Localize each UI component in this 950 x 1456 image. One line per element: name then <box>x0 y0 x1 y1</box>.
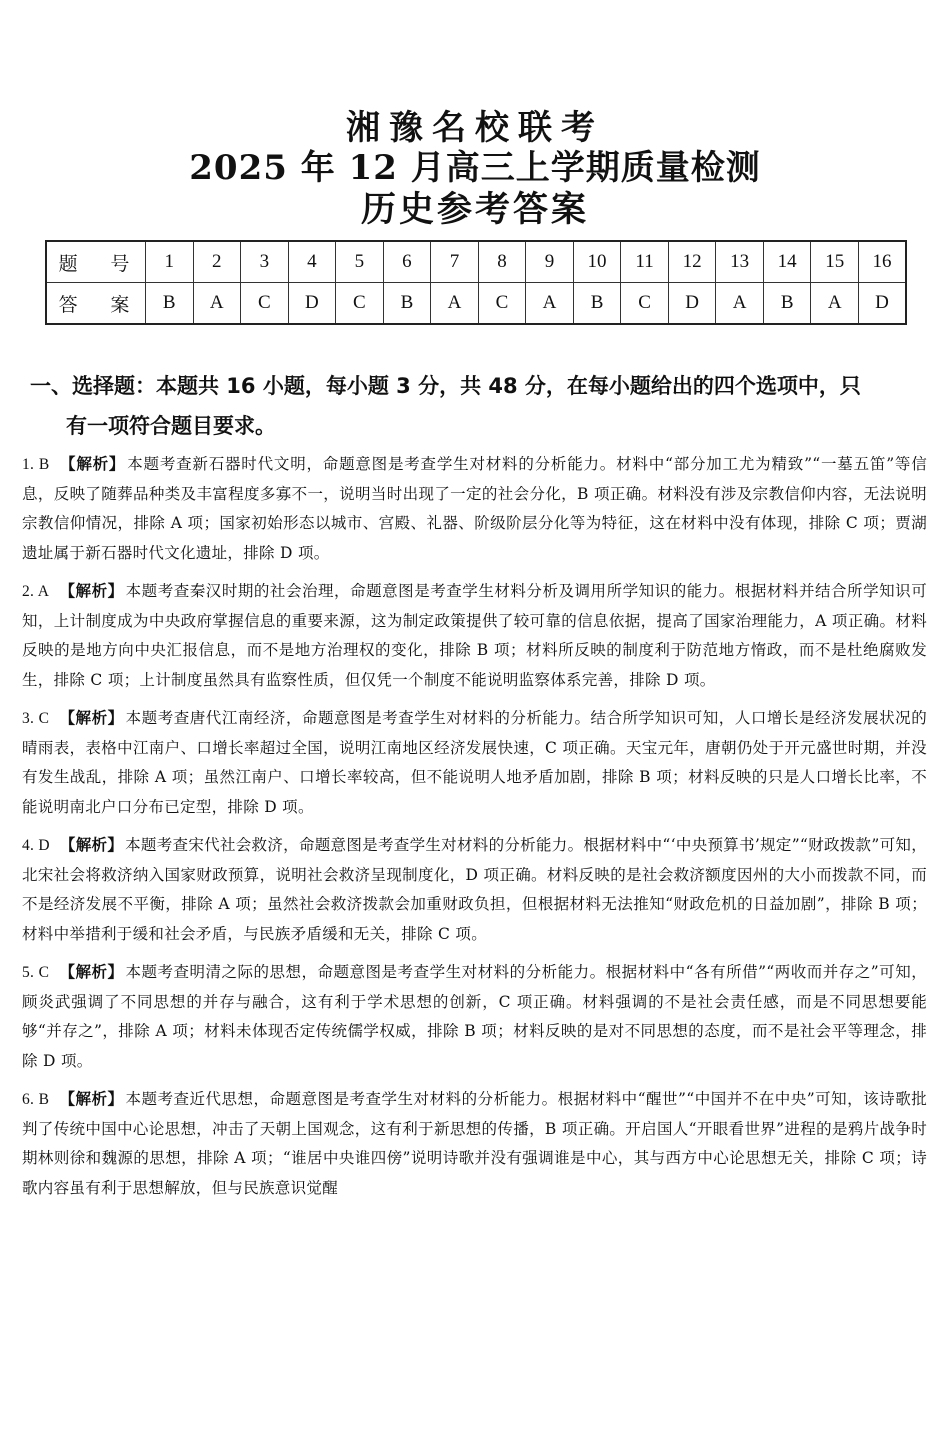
question-number-row <box>46 241 906 283</box>
analysis-tag: 【解析】 <box>59 455 126 473</box>
explanation-item <box>22 450 927 568</box>
explanation-list <box>22 450 927 1212</box>
question-number: 9 <box>526 241 574 283</box>
answer-cell: A <box>526 283 574 325</box>
explanation-item <box>22 1085 927 1203</box>
item-number-answer: 6. B <box>22 1091 50 1108</box>
item-number-answer: 1. B <box>22 456 50 473</box>
answer-cell: C <box>336 283 384 325</box>
answer-cell: D <box>668 283 716 325</box>
item-explanation: 本题考查明清之际的思想，命题意图是考查学生对材料的分析能力。根据材料中“各有所借”“两收而并存之”可知，顾炎武强调了不同思想的并存与融合，这有利于学术思想的创新，C 项正确。材料强调的不是社会责任感，而是不同思想要能够“并存之”，排除 A 项；材料未体现否定传统儒学权威，排除 B 项；材料反映的是对不同思想的态度，而不是社会平等理念，排除 D 项。 <box>22 963 927 1070</box>
item-number-answer: 4. D <box>22 837 50 854</box>
question-number: 3 <box>241 241 289 283</box>
question-number: 5 <box>336 241 384 283</box>
exam-consortium-title: 湘豫名校联考 <box>346 108 604 148</box>
question-number: 16 <box>858 241 906 283</box>
answer-cell: A <box>193 283 241 325</box>
item-explanation: 本题考查唐代江南经济，命题意图是考查学生对材料的分析能力。结合所学知识可知，人口增长是经济发展状况的晴雨表，表格中江南户、口增长率超过全国，说明江南地区经济发展快速，C 项正确。天宝元年，唐朝仍处于开元盛世时期，并没有发生战乱，排除 A 项；虽然江南户、口增长率较高，但不能说明人地矛盾加剧，排除 B 项；材料反映的只是人口增长比率，不能说明南北户口分布已定型，排除 D 项。 <box>22 709 927 816</box>
analysis-tag: 【解析】 <box>59 836 124 854</box>
answer-cell: B <box>573 283 621 325</box>
question-number-label: 题 号 <box>46 241 146 283</box>
answer-cell: C <box>621 283 669 325</box>
analysis-tag: 【解析】 <box>59 1090 124 1108</box>
question-number: 4 <box>288 241 336 283</box>
answer-row <box>46 283 906 325</box>
explanation-item <box>22 704 927 822</box>
question-number: 1 <box>146 241 194 283</box>
item-explanation: 本题考查秦汉时期的社会治理，命题意图是考查学生材料分析及调用所学知识的能力。根据材料并结合所学知识可知，上计制度成为中央政府掌握信息的重要来源，这为制定政策提供了较可靠的信息依据，提高了国家治理能力，A 项正确。材料反映的是地方向中央汇报信息，而不是地方治理权的变化，排除 B 项；材料所反映的制度利于防范地方惰政，而不是杜绝腐败发生，排除 C 项；上计制度虽然具有监察性质，但仅凭一个制度不能说明监察体系完善，排除 D 项。 <box>22 582 927 689</box>
answer-cell: D <box>288 283 336 325</box>
question-number: 7 <box>431 241 479 283</box>
explanation-item <box>22 831 927 949</box>
explanation-item <box>22 577 927 695</box>
answer-cell: C <box>478 283 526 325</box>
question-number: 6 <box>383 241 431 283</box>
analysis-tag: 【解析】 <box>59 582 124 600</box>
answer-label: 答 案 <box>46 283 146 325</box>
subject-answer-title: 历史参考答案 <box>360 189 589 230</box>
answer-cell: A <box>811 283 859 325</box>
explanation-item <box>22 958 927 1076</box>
question-number: 11 <box>621 241 669 283</box>
answer-cell: B <box>383 283 431 325</box>
item-number-answer: 3. C <box>22 710 50 727</box>
item-explanation: 本题考查新石器时代文明，命题意图是考查学生对材料的分析能力。材料中“部分加工尤为精致”“一墓五笛”等信息，反映了随葬品种类及丰富程度多寡不一，说明当时出现了一定的社会分化，B 项正确。材料没有涉及宗教信仰内容，无法说明宗教信仰情况，排除 A 项；国家初始形态以城市、宫殿、礼器、阶级阶层分化等为特征，这在材料中没有体现，排除 C 项；贾湖遗址属于新石器时代文化遗址，排除 D 项。 <box>22 455 928 562</box>
question-number: 13 <box>716 241 764 283</box>
answer-table <box>45 240 907 325</box>
question-number: 14 <box>763 241 811 283</box>
question-number: 2 <box>193 241 241 283</box>
question-number: 8 <box>478 241 526 283</box>
item-number-answer: 2. A <box>22 583 50 600</box>
item-number-answer: 5. C <box>22 964 50 981</box>
answer-cell: A <box>716 283 764 325</box>
section-heading <box>30 366 925 446</box>
answer-cell: D <box>858 283 906 325</box>
answer-cell: C <box>241 283 289 325</box>
item-explanation: 本题考查宋代社会救济，命题意图是考查学生对材料的分析能力。根据材料中“‘中央预算书’规定”“财政拨款”可知，北宋社会将救济纳入国家财政预算，说明社会救济呈现制度化，D 项正确。材料反映的是社会救济额度因州的大小而拨款不同，而不是经济发展不平衡，排除 A 项；虽然社会救济拨款会加重财政负担，但根据材料无法推知“财政危机的日益加剧”，排除 B 项；材料中举措利于缓和社会矛盾，与民族矛盾缓和无关，排除 C 项。 <box>22 836 927 943</box>
analysis-tag: 【解析】 <box>59 963 124 981</box>
question-number: 15 <box>811 241 859 283</box>
section-heading-line: 有一项符合题目要求。 <box>66 414 276 438</box>
exam-session-title: 2025 年 12 月高三上学期质量检测 <box>189 148 761 188</box>
answer-cell: B <box>763 283 811 325</box>
section-heading-line: 一、选择题：本题共 16 小题，每小题 3 分，共 48 分，在每小题给出的四个选项中，只 <box>30 374 861 398</box>
analysis-tag: 【解析】 <box>59 709 124 727</box>
item-explanation: 本题考查近代思想，命题意图是考查学生对材料的分析能力。根据材料中“醒世”“中国并不在中央”可知，该诗歌批判了传统中国中心论思想，冲击了天朝上国观念，这有利于新思想的传播，B 项正确。开启国人“开眼看世界”进程的是鸦片战争时期林则徐和魏源的思想，排除 A 项；“谁居中央谁四傍”说明诗歌并没有强调谁是中心，其与西方中心论思想无关，排除 C 项；诗歌内容虽有利于思想解放，但与民族意识觉醒 <box>22 1090 927 1197</box>
question-number: 10 <box>573 241 621 283</box>
answer-cell: B <box>146 283 194 325</box>
answer-cell: A <box>431 283 479 325</box>
question-number: 12 <box>668 241 716 283</box>
